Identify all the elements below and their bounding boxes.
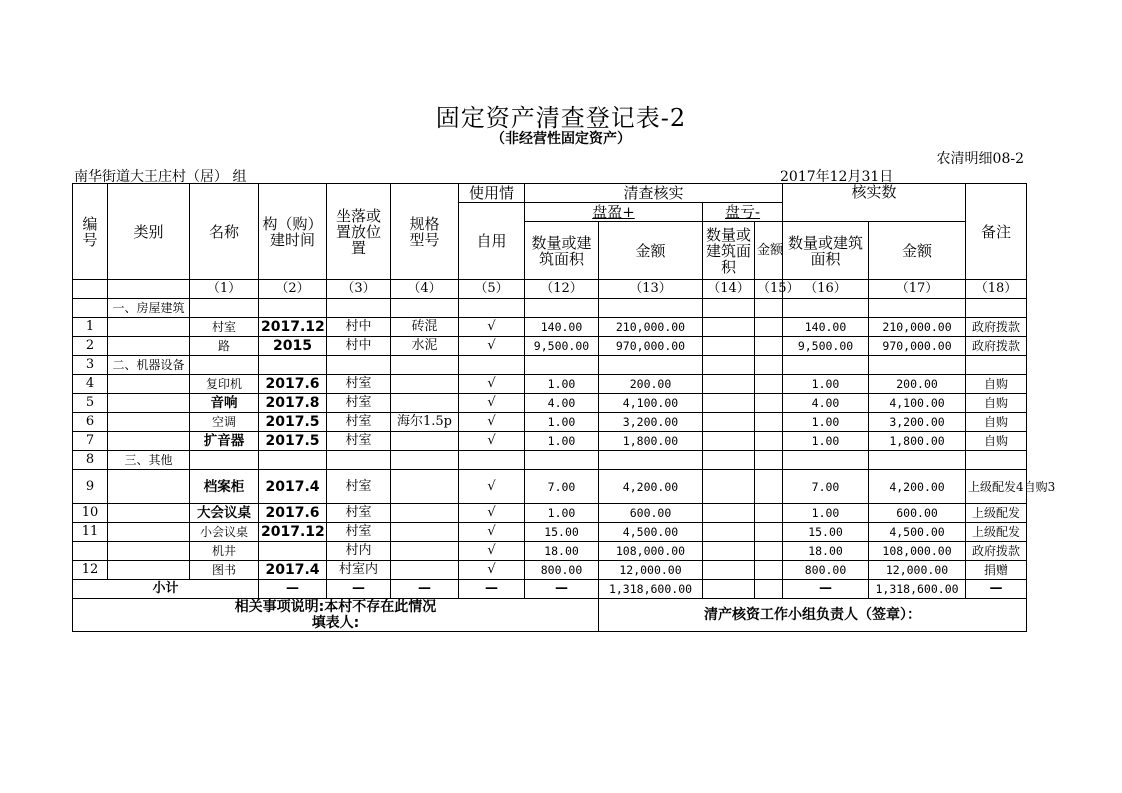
row-amount: 3,200.00 [599,413,703,432]
row-remark: 自购 [966,394,1027,413]
row-location: 村室 [327,432,391,451]
row-amount-verified: 1,800.00 [869,432,966,451]
row-built-time [259,356,327,375]
row-amount-verified: 210,000.00 [869,318,966,337]
row-name: 村室 [190,318,259,337]
index-cell: （12） [525,280,599,299]
row-amount: 600.00 [599,504,703,523]
row-qty-verified: 140.00 [783,318,869,337]
row-amount-verified: 4,100.00 [869,394,966,413]
row-amount: 12,000.00 [599,561,703,580]
row-no: 2 [73,337,108,356]
row-spec [391,470,459,504]
subtotal-spec: — [391,580,459,599]
row-remark: 上级配发 [966,523,1027,542]
row-qty: 7.00 [525,470,599,504]
subtotal-row [73,580,1027,599]
row-self-use [459,299,525,318]
row-qty-loss [703,542,755,561]
row-no: 6 [73,413,108,432]
row-qty-verified [783,451,869,470]
row-name: 音响 [190,394,259,413]
subtotal-qty: — [525,580,599,599]
row-remark: 上级配发 [966,504,1027,523]
row-qty: 1.00 [525,504,599,523]
row-self-use: √ [459,561,525,580]
index-cell: （1） [190,280,259,299]
header-surplus: 盘盈+ [525,203,703,222]
row-self-use: √ [459,318,525,337]
table-row [73,504,1027,523]
row-location: 村室 [327,375,391,394]
row-self-use: √ [459,337,525,356]
row-no [73,542,108,561]
row-spec [391,561,459,580]
header-self-use: 自用 [459,203,525,280]
row-category: 三、其他 [108,451,190,470]
row-remark: 上级配发4自购3 [966,470,1027,504]
row-no: 5 [73,394,108,413]
row-spec [391,451,459,470]
row-no: 1 [73,318,108,337]
row-amount-loss [755,394,783,413]
row-built-time [259,299,327,318]
row-remark: 政府拨款 [966,542,1027,561]
header-built-time: 构（购） 建时间 [259,184,327,280]
report-date: 2017年12月31日 [780,169,894,185]
page-title: 固定资产清查登记表-2 [435,104,687,132]
index-cell: （4） [391,280,459,299]
index-cell: （3） [327,280,391,299]
header-location: 坐落或 置放位 置 [327,184,391,280]
row-qty: 4.00 [525,394,599,413]
row-no: 10 [73,504,108,523]
row-name: 图书 [190,561,259,580]
row-category [108,413,190,432]
index-cell: （17） [869,280,966,299]
row-qty-loss [703,394,755,413]
row-amount-loss [755,451,783,470]
index-cell: （15） [755,280,783,299]
row-qty: 15.00 [525,523,599,542]
row-no: 3 [73,356,108,375]
index-cell: （13） [599,280,703,299]
row-name [190,356,259,375]
subtotal-use: — [459,580,525,599]
row-qty-loss [703,504,755,523]
row-no: 9 [73,470,108,504]
header-amount-verified: 金额 [869,222,966,280]
row-spec [391,523,459,542]
index-cell: （16） [783,280,869,299]
row-built-time: 2017.5 [259,432,327,451]
row-spec [391,504,459,523]
subtotal-qty-verified: — [783,580,869,599]
row-self-use [459,451,525,470]
footer-notes [73,599,599,632]
row-name: 大会议桌 [190,504,259,523]
row-built-time: 2017.12 [259,318,327,337]
row-category [108,375,190,394]
row-amount-loss [755,318,783,337]
row-amount-loss [755,413,783,432]
row-location [327,356,391,375]
row-amount-loss [755,504,783,523]
row-location: 村室 [327,413,391,432]
row-self-use: √ [459,432,525,451]
index-cell: （14） [703,280,755,299]
row-qty-verified: 800.00 [783,561,869,580]
row-amount-verified: 970,000.00 [869,337,966,356]
row-name: 小会议桌 [190,523,259,542]
row-built-time: 2017.5 [259,413,327,432]
row-name: 空调 [190,413,259,432]
row-spec: 水泥 [391,337,459,356]
row-name [190,299,259,318]
index-cell [73,280,108,299]
header-check: 清查核实 [525,184,783,203]
table-row [73,337,1027,356]
row-qty-loss [703,337,755,356]
index-cell: （18） [966,280,1027,299]
row-location [327,299,391,318]
row-category [108,542,190,561]
row-qty [525,451,599,470]
row-self-use: √ [459,542,525,561]
table-row [73,299,1027,318]
subtotal-amount: 1,318,600.00 [599,580,703,599]
form-code: 农清明细08-2 [936,151,1024,167]
footer-row [73,599,1027,632]
row-category [108,337,190,356]
row-remark: 捐赠 [966,561,1027,580]
row-self-use: √ [459,504,525,523]
row-qty-verified: 18.00 [783,542,869,561]
row-location [327,451,391,470]
row-qty-loss [703,432,755,451]
header-verified: 核实数 [783,184,966,222]
row-built-time: 2017.4 [259,470,327,504]
subtotal-qty-loss [703,580,755,599]
row-remark [966,356,1027,375]
footer-leader: 清产核资工作小组负责人（签章）： [599,599,1027,632]
table-row [73,375,1027,394]
page-subtitle: （非经营性固定资产） [491,131,631,147]
row-qty-loss [703,451,755,470]
row-qty-loss [703,375,755,394]
row-category [108,470,190,504]
row-qty-loss [703,523,755,542]
table-row [73,451,1027,470]
row-amount: 4,200.00 [599,470,703,504]
row-qty [525,299,599,318]
row-spec [391,356,459,375]
row-category [108,432,190,451]
footer-note: 相关事项说明:本村不存在此情况 [234,599,437,615]
header-qty-area-loss: 数量或 建筑面 积 [703,222,755,280]
row-location: 村中 [327,318,391,337]
row-remark: 政府拨款 [966,318,1027,337]
header-usage: 使用情 [459,184,525,203]
row-category [108,318,190,337]
row-self-use: √ [459,394,525,413]
row-category [108,561,190,580]
row-amount-verified [869,299,966,318]
row-self-use: √ [459,375,525,394]
row-qty: 140.00 [525,318,599,337]
row-remark: 自购 [966,413,1027,432]
row-self-use [459,356,525,375]
table-row [73,523,1027,542]
organization-line: 南华街道大王庄村（居） 组 [74,169,247,185]
subtotal-remark: — [966,580,1027,599]
row-spec [391,375,459,394]
row-amount-loss [755,375,783,394]
row-location: 村内 [327,542,391,561]
table-row [73,542,1027,561]
row-qty-verified: 1.00 [783,375,869,394]
row-amount: 210,000.00 [599,318,703,337]
row-remark [966,451,1027,470]
row-built-time [259,451,327,470]
row-remark: 自购 [966,432,1027,451]
row-qty-loss [703,318,755,337]
row-spec [391,299,459,318]
table-row [73,413,1027,432]
row-amount-loss [755,470,783,504]
row-location: 村室 [327,504,391,523]
row-location: 村中 [327,337,391,356]
header-category: 类别 [108,184,190,280]
row-qty-verified: 9,500.00 [783,337,869,356]
header-qty-area: 数量或建 筑面积 [525,222,599,280]
row-amount [599,356,703,375]
index-cell: （2） [259,280,327,299]
column-index-row [73,280,1027,299]
row-qty: 9,500.00 [525,337,599,356]
row-spec [391,542,459,561]
row-built-time: 2015 [259,337,327,356]
row-amount-verified: 200.00 [869,375,966,394]
row-qty-verified: 4.00 [783,394,869,413]
row-amount-loss [755,542,783,561]
row-amount-verified: 12,000.00 [869,561,966,580]
index-cell [108,280,190,299]
row-self-use: √ [459,523,525,542]
row-amount-verified: 4,500.00 [869,523,966,542]
row-amount-loss [755,299,783,318]
row-self-use: √ [459,470,525,504]
table-row [73,432,1027,451]
row-qty-verified [783,356,869,375]
row-category: 一、房屋建筑 [108,299,190,318]
row-amount: 4,100.00 [599,394,703,413]
table-row [73,394,1027,413]
row-amount [599,451,703,470]
row-amount-verified [869,356,966,375]
row-amount: 4,500.00 [599,523,703,542]
row-self-use: √ [459,413,525,432]
row-no [73,299,108,318]
header-name: 名称 [190,184,259,280]
row-category: 二、机器设备 [108,356,190,375]
row-built-time [259,542,327,561]
row-qty-loss [703,413,755,432]
row-built-time: 2017.6 [259,375,327,394]
row-built-time: 2017.12 [259,523,327,542]
row-name: 扩音器 [190,432,259,451]
row-amount-verified: 4,200.00 [869,470,966,504]
subtotal-location: — [327,580,391,599]
row-qty-loss [703,470,755,504]
row-amount-verified: 3,200.00 [869,413,966,432]
table-row [73,561,1027,580]
row-amount: 200.00 [599,375,703,394]
index-cell: （5） [459,280,525,299]
row-no: 8 [73,451,108,470]
row-qty-loss [703,299,755,318]
row-amount: 108,000.00 [599,542,703,561]
row-spec: 砖混 [391,318,459,337]
header-no: 编 号 [73,184,108,280]
row-amount-loss [755,356,783,375]
row-built-time: 2017.6 [259,504,327,523]
row-location: 村室 [327,394,391,413]
row-amount-loss [755,432,783,451]
footer-filler: 填表人: [311,615,360,631]
row-amount: 1,800.00 [599,432,703,451]
row-built-time: 2017.4 [259,561,327,580]
row-qty: 18.00 [525,542,599,561]
row-amount-loss [755,337,783,356]
row-amount-verified [869,451,966,470]
row-qty-verified [783,299,869,318]
row-qty-verified: 7.00 [783,470,869,504]
row-amount-verified: 600.00 [869,504,966,523]
row-qty: 1.00 [525,432,599,451]
row-name: 机井 [190,542,259,561]
row-no: 7 [73,432,108,451]
row-name: 复印机 [190,375,259,394]
row-name: 档案柜 [190,470,259,504]
row-amount [599,299,703,318]
row-qty-loss [703,561,755,580]
table-row [73,318,1027,337]
row-amount: 970,000.00 [599,337,703,356]
row-amount-loss [755,561,783,580]
row-qty: 1.00 [525,375,599,394]
row-location: 村室内 [327,561,391,580]
row-no: 4 [73,375,108,394]
row-amount-verified: 108,000.00 [869,542,966,561]
table-row [73,470,1027,504]
row-remark [966,299,1027,318]
row-name [190,451,259,470]
asset-table [72,183,1056,632]
header-spec: 规格 型号 [391,184,459,280]
row-qty-loss [703,356,755,375]
row-qty-verified: 15.00 [783,523,869,542]
row-qty-verified: 1.00 [783,504,869,523]
row-spec [391,432,459,451]
header-loss: 盘亏- [703,203,783,222]
row-category [108,394,190,413]
row-category [108,504,190,523]
row-qty [525,356,599,375]
row-spec: 海尔1.5p [391,413,459,432]
row-built-time: 2017.8 [259,394,327,413]
subtotal-label: 小计 [73,580,259,599]
header-amount: 金额 [599,222,703,280]
header-qty-area-verified: 数量或建筑 面积 [783,222,869,280]
row-no: 11 [73,523,108,542]
row-qty: 800.00 [525,561,599,580]
subtotal-time: — [259,580,327,599]
header-amount-loss: 金额 [755,222,783,280]
row-remark: 自购 [966,375,1027,394]
row-qty: 1.00 [525,413,599,432]
row-amount-loss [755,523,783,542]
row-no: 12 [73,561,108,580]
header-remark: 备注 [966,184,1027,280]
row-qty-verified: 1.00 [783,432,869,451]
subtotal-amount-loss [755,580,783,599]
row-qty-verified: 1.00 [783,413,869,432]
row-location: 村室 [327,523,391,542]
subtotal-amount-verified: 1,318,600.00 [869,580,966,599]
table-row [73,356,1027,375]
row-name: 路 [190,337,259,356]
row-category [108,523,190,542]
row-location: 村室 [327,470,391,504]
row-remark: 政府拨款 [966,337,1027,356]
row-spec [391,394,459,413]
